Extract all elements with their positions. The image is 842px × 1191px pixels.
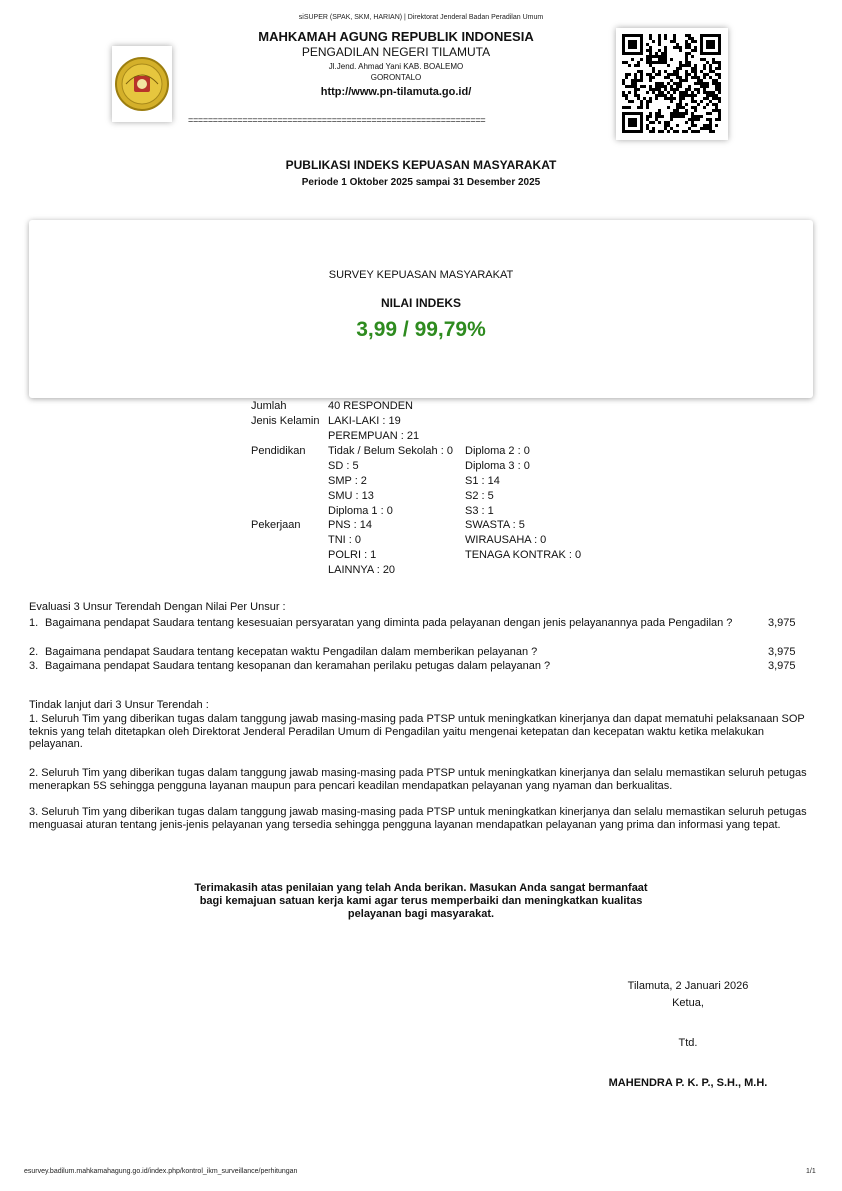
gender-label: Jenis Kelamin xyxy=(251,415,320,427)
address-line: Jl.Jend. Ahmad Yani KAB. BOALEMO xyxy=(328,62,464,71)
signature-name: MAHENDRA P. K. P., S.H., M.H. xyxy=(608,1077,768,1089)
job-item: TNI : 0 xyxy=(328,534,362,546)
job-item: WIRAUSAHA : 0 xyxy=(465,534,547,546)
index-value: 3,99 / 99,79% xyxy=(356,318,486,341)
court-name: MAHKAMAH AGUNG REPUBLIK INDONESIA xyxy=(258,29,534,44)
job-item: SWASTA : 5 xyxy=(465,519,525,531)
education-label: Pendidikan xyxy=(251,445,306,457)
education-item: Diploma 1 : 0 xyxy=(328,505,393,517)
header-divider: ============================================================ xyxy=(188,115,486,125)
court-branch: PENGADILAN NEGERI TILAMUTA xyxy=(301,45,491,59)
footer-page: 1/1 xyxy=(806,1168,816,1175)
follow-up-paragraph: 3. Seluruh Tim yang diberikan tugas dalam tanggung jawab masing-masing pada PTSP untuk meningkatkan kinerjanya dan selalu memastikan seluruh petugas menguasai aturan tentang jenis-jenis pelayanan yang tersedia sehingga pengguna layanan mendapatkan pelayanan yang prima dan informasi yang tepat. xyxy=(29,806,807,831)
evaluation-value: 3,975 xyxy=(768,646,796,658)
gender-male: LAKI-LAKI : 19 xyxy=(328,415,401,427)
education-item: SMU : 13 xyxy=(328,490,374,502)
evaluation-title: Evaluasi 3 Unsur Terendah Dengan Nilai Per Unsur : xyxy=(29,601,286,613)
website-link[interactable]: http://www.pn-tilamuta.go.id/ xyxy=(320,86,472,98)
follow-up-title: Tindak lanjut dari 3 Unsur Terendah : xyxy=(29,699,209,711)
gender-female: PEREMPUAN : 21 xyxy=(328,430,420,442)
jumlah-value: 40 RESPONDEN xyxy=(328,400,413,412)
signature-role: Ketua, xyxy=(672,997,704,1009)
top-line: siSUPER (SPAK, SKM, HARIAN) | Direktorat Jenderal Badan Peradilan Umum xyxy=(298,14,544,21)
education-item: S1 : 14 xyxy=(465,475,500,487)
signature-ttd: Ttd. xyxy=(678,1037,698,1049)
index-card xyxy=(29,220,813,398)
evaluation-number: 3. xyxy=(29,660,39,672)
evaluation-item xyxy=(29,660,819,673)
education-item: Diploma 3 : 0 xyxy=(465,460,530,472)
thanks-message: Terimakasih atas penilaian yang telah Anda berikan. Masukan Anda sangat bermanfaat bagi kemajuan satuan kerja kami agar terus memperbaiki dan meningkatkan kualitas pelayanan bagi masyarakat. xyxy=(194,882,648,920)
evaluation-item xyxy=(29,646,819,659)
evaluation-text: Bagaimana pendapat Saudara tentang kesopanan dan keramahan perilaku petugas dalam pelayanan ? xyxy=(45,660,551,672)
jumlah-label: Jumlah xyxy=(251,400,287,412)
evaluation-value: 3,975 xyxy=(768,660,796,672)
education-item: S2 : 5 xyxy=(465,490,494,502)
job-item: TENAGA KONTRAK : 0 xyxy=(465,549,582,561)
qr-code-icon xyxy=(616,28,728,140)
education-item: S3 : 1 xyxy=(465,505,494,517)
education-item: SMP : 2 xyxy=(328,475,367,487)
education-item: Diploma 2 : 0 xyxy=(465,445,530,457)
publication-title: PUBLIKASI INDEKS KEPUASAN MASYARAKAT xyxy=(285,158,557,172)
evaluation-number: 1. xyxy=(29,617,39,629)
job-label: Pekerjaan xyxy=(251,519,301,531)
supreme-court-emblem-icon xyxy=(112,46,172,122)
survey-title: SURVEY KEPUASAN MASYARAKAT xyxy=(328,269,514,281)
footer-url: esurvey.badilum.mahkamahagung.go.id/index.php/kontrol_ikm_surveillance/perhitungan xyxy=(24,1168,298,1175)
evaluation-value: 3,975 xyxy=(768,617,796,629)
job-item: PNS : 14 xyxy=(328,519,373,531)
education-item: Tidak / Belum Sekolah : 0 xyxy=(328,445,453,457)
evaluation-text: Bagaimana pendapat Saudara tentang kecepatan waktu Pengadilan dalam memberikan pelayanan ? xyxy=(45,646,538,658)
job-item: POLRI : 1 xyxy=(328,549,377,561)
evaluation-item xyxy=(29,617,819,643)
education-item: SD : 5 xyxy=(328,460,359,472)
signature-place-date: Tilamuta, 2 Januari 2026 xyxy=(627,980,749,992)
evaluation-number: 2. xyxy=(29,646,39,658)
province-line: GORONTALO xyxy=(370,73,422,82)
follow-up-paragraph: 2. Seluruh Tim yang diberikan tugas dalam tanggung jawab masing-masing pada PTSP untuk meningkatkan kinerjanya dan selalu memastikan seluruh petugas menerapkan 5S sehingga pengguna layanan maupun para pencari keadilan mendapatkan pelayanan yang nyaman dan berkualitas. xyxy=(29,767,807,792)
follow-up-paragraph: 1. Seluruh Tim yang diberikan tugas dalam tanggung jawab masing-masing pada PTSP untuk meningkatkan kinerjanya dan dapat mematuhi pelaksanaan SOP teknis yang telah ditetapkan oleh Direktorat Jenderal Peradilan Umum di Pengadilan yaitu mengenai ketepatan dan kecepatan waktu ketika melakukan pelayanan. xyxy=(29,713,805,750)
publication-period: Periode 1 Oktober 2025 sampai 31 Desember 2025 xyxy=(301,177,541,188)
evaluation-text: Bagaimana pendapat Saudara tentang kesesuaian persyaratan yang diminta pada pelayanan dengan jenis pelayanannya pada Pengadilan ? xyxy=(45,617,733,629)
job-item: LAINNYA : 20 xyxy=(328,564,396,576)
index-label: NILAI INDEKS xyxy=(380,296,461,310)
